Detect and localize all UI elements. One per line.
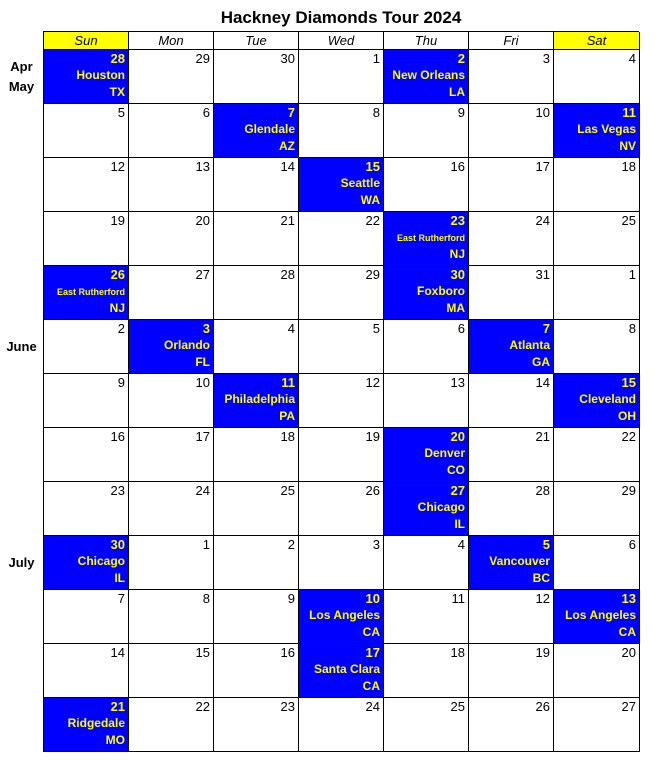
day-number: 13 — [621, 591, 636, 606]
city-name: Foxboro — [417, 284, 465, 298]
calendar-day-cell — [554, 50, 640, 104]
day-header-mon: Mon — [129, 32, 214, 50]
calendar-day-cell — [384, 158, 469, 212]
calendar-day-cell — [44, 158, 129, 212]
day-number: 14 — [280, 159, 295, 174]
month-label-june: June — [6, 339, 37, 354]
calendar-day-cell — [214, 428, 299, 482]
day-number: 11 — [281, 375, 295, 390]
state-code: MA — [446, 301, 465, 315]
day-number: 2 — [287, 537, 295, 552]
day-number: 8 — [202, 591, 210, 606]
calendar-day-cell — [129, 590, 214, 644]
calendar-day-cell — [469, 374, 554, 428]
day-number: 11 — [451, 591, 465, 606]
tour-date-cell — [554, 104, 640, 158]
day-number: 10 — [365, 591, 380, 606]
calendar-day-cell — [44, 320, 129, 374]
calendar-day-cell — [214, 320, 299, 374]
page-title: Hackney Diamonds Tour 2024 — [220, 8, 462, 27]
calendar-day-cell — [44, 590, 129, 644]
calendar-day-cell — [469, 482, 554, 536]
day-number: 26 — [535, 699, 550, 714]
calendar-day-cell — [299, 482, 384, 536]
day-number: 15 — [195, 645, 210, 660]
day-number: 17 — [195, 429, 210, 444]
state-code: CA — [362, 625, 380, 639]
tour-date-cell — [44, 50, 129, 104]
day-number: 14 — [110, 645, 125, 660]
calendar-day-cell — [469, 428, 554, 482]
day-number: 30 — [280, 51, 295, 66]
day-number: 23 — [280, 699, 295, 714]
calendar-day-cell — [554, 536, 640, 590]
calendar-day-cell — [214, 698, 299, 752]
day-number: 12 — [365, 375, 380, 390]
calendar-day-cell — [214, 50, 299, 104]
day-number: 5 — [542, 537, 550, 552]
day-number: 16 — [450, 159, 465, 174]
city-name: Ridgedale — [67, 716, 125, 730]
day-number: 16 — [280, 645, 295, 660]
day-number: 20 — [621, 645, 636, 660]
calendar-day-cell — [384, 698, 469, 752]
day-number: 31 — [535, 267, 550, 282]
calendar-day-cell — [44, 374, 129, 428]
tour-date-cell — [214, 104, 299, 158]
calendar-day-cell — [129, 536, 214, 590]
day-number: 23 — [450, 213, 465, 228]
calendar-day-cell — [469, 266, 554, 320]
month-label-apr: Apr — [10, 59, 33, 74]
state-code: PA — [279, 409, 295, 423]
day-number: 7 — [117, 591, 125, 606]
day-number: 22 — [195, 699, 210, 714]
calendar-day-cell — [129, 644, 214, 698]
day-number: 14 — [535, 375, 550, 390]
day-number: 23 — [110, 483, 125, 498]
day-number: 26 — [110, 267, 125, 282]
day-number: 24 — [365, 699, 380, 714]
day-number: 11 — [622, 105, 636, 120]
day-number: 16 — [110, 429, 125, 444]
calendar-day-cell — [129, 212, 214, 266]
day-number: 21 — [535, 429, 550, 444]
state-code: FL — [195, 355, 210, 369]
calendar-day-cell — [129, 104, 214, 158]
state-code: NJ — [449, 247, 465, 261]
calendar-day-cell — [299, 320, 384, 374]
day-number: 8 — [372, 105, 380, 120]
state-code: BC — [532, 571, 550, 585]
tour-date-cell — [129, 320, 214, 374]
day-number: 2 — [457, 51, 465, 66]
calendar-day-cell — [384, 644, 469, 698]
day-number: 18 — [621, 159, 636, 174]
day-number: 27 — [195, 267, 210, 282]
calendar-day-cell — [299, 266, 384, 320]
city-name: Atlanta — [509, 338, 550, 352]
city-name: Cleveland — [579, 392, 636, 406]
tour-date-cell — [384, 212, 469, 266]
calendar-day-cell — [44, 644, 129, 698]
tour-date-cell — [299, 158, 384, 212]
tour-date-cell — [384, 50, 469, 104]
calendar-day-cell — [44, 428, 129, 482]
day-number: 9 — [457, 105, 465, 120]
month-label-july: July — [8, 555, 35, 570]
calendar-day-cell — [384, 374, 469, 428]
day-header-sat: Sat — [554, 32, 640, 50]
day-number: 10 — [535, 105, 550, 120]
day-number: 30 — [110, 537, 125, 552]
city-name: Denver — [424, 446, 465, 460]
state-code: TX — [109, 85, 125, 99]
day-number: 9 — [117, 375, 125, 390]
day-number: 10 — [195, 375, 210, 390]
day-number: 19 — [365, 429, 380, 444]
tour-date-cell — [44, 536, 129, 590]
calendar-day-cell — [384, 590, 469, 644]
day-number: 3 — [542, 51, 550, 66]
day-number: 7 — [287, 105, 295, 120]
day-number: 6 — [457, 321, 465, 336]
calendar-day-cell — [214, 536, 299, 590]
day-header-sun: Sun — [44, 32, 129, 50]
city-name: East Rutherford — [56, 287, 125, 297]
calendar-day-cell — [384, 104, 469, 158]
calendar-day-cell — [44, 482, 129, 536]
day-number: 20 — [450, 429, 465, 444]
day-number: 27 — [621, 699, 636, 714]
state-code: CA — [362, 679, 380, 693]
calendar-day-cell — [129, 158, 214, 212]
calendar-day-cell — [214, 644, 299, 698]
tour-date-cell — [554, 374, 640, 428]
calendar-day-cell — [129, 482, 214, 536]
day-number: 28 — [280, 267, 295, 282]
day-header-wed: Wed — [299, 32, 384, 50]
day-number: 13 — [195, 159, 210, 174]
calendar-day-cell — [214, 158, 299, 212]
day-number: 25 — [280, 483, 295, 498]
day-number: 12 — [110, 159, 125, 174]
calendar-day-cell — [469, 644, 554, 698]
city-name: Houston — [76, 68, 125, 82]
city-name: East Rutherford — [396, 233, 465, 243]
day-number: 15 — [621, 375, 636, 390]
calendar-day-cell — [469, 50, 554, 104]
calendar-day-cell — [554, 698, 640, 752]
day-number: 28 — [110, 51, 125, 66]
calendar-day-cell — [469, 212, 554, 266]
day-number: 7 — [542, 321, 550, 336]
day-number: 29 — [365, 267, 380, 282]
state-code: AZ — [279, 139, 295, 153]
state-code: IL — [454, 517, 465, 531]
calendar-day-cell — [469, 104, 554, 158]
calendar-day-cell — [129, 428, 214, 482]
calendar-day-cell — [44, 212, 129, 266]
calendar-day-cell — [469, 698, 554, 752]
month-label-may: May — [8, 79, 35, 94]
calendar-day-cell — [554, 428, 640, 482]
tour-date-cell — [299, 644, 384, 698]
calendar-day-cell — [554, 320, 640, 374]
tour-date-cell — [384, 482, 469, 536]
calendar-day-cell — [214, 266, 299, 320]
calendar-day-cell — [384, 536, 469, 590]
calendar-day-cell — [554, 482, 640, 536]
day-number: 25 — [450, 699, 465, 714]
day-header-tue: Tue — [214, 32, 299, 50]
tour-date-cell — [299, 590, 384, 644]
day-number: 19 — [110, 213, 125, 228]
calendar-day-cell — [299, 104, 384, 158]
state-code: NV — [619, 139, 636, 153]
day-number: 21 — [110, 699, 125, 714]
calendar-day-cell — [469, 158, 554, 212]
tour-date-cell — [469, 536, 554, 590]
day-number: 6 — [628, 537, 636, 552]
calendar-day-cell — [129, 50, 214, 104]
day-number: 1 — [202, 537, 210, 552]
day-header-thu: Thu — [384, 32, 469, 50]
day-number: 29 — [621, 483, 636, 498]
day-number: 12 — [535, 591, 550, 606]
calendar-day-cell — [214, 482, 299, 536]
tour-date-cell — [44, 266, 129, 320]
city-name: Vancouver — [489, 554, 550, 568]
calendar-day-cell — [299, 536, 384, 590]
city-name: Santa Clara — [313, 662, 380, 676]
day-number: 4 — [628, 51, 636, 66]
day-number: 13 — [450, 375, 465, 390]
calendar-day-cell — [469, 590, 554, 644]
day-number: 28 — [535, 483, 550, 498]
tour-date-cell — [469, 320, 554, 374]
day-number: 3 — [202, 321, 210, 336]
calendar-day-cell — [129, 374, 214, 428]
state-code: NJ — [109, 301, 125, 315]
state-code: CA — [618, 625, 636, 639]
tour-date-cell — [44, 698, 129, 752]
day-number: 3 — [372, 537, 380, 552]
day-number: 30 — [450, 267, 465, 282]
calendar-day-cell — [299, 50, 384, 104]
calendar-day-cell — [554, 212, 640, 266]
calendar-grid — [43, 31, 639, 752]
day-number: 9 — [287, 591, 295, 606]
day-number: 24 — [535, 213, 550, 228]
day-number: 25 — [621, 213, 636, 228]
state-code: CO — [447, 463, 465, 477]
state-code: LA — [449, 85, 465, 99]
day-number: 4 — [287, 321, 295, 336]
day-number: 20 — [195, 213, 210, 228]
day-number: 4 — [457, 537, 465, 552]
calendar-day-cell — [554, 266, 640, 320]
city-name: Glendale — [244, 122, 295, 136]
city-name: Philadelphia — [224, 392, 295, 406]
city-name: Los Angeles — [565, 608, 636, 622]
day-number: 5 — [117, 105, 125, 120]
city-name: Seattle — [340, 176, 380, 190]
day-number: 27 — [450, 483, 465, 498]
city-name: Chicago — [77, 554, 125, 568]
calendar-day-cell — [214, 212, 299, 266]
day-number: 24 — [195, 483, 210, 498]
day-number: 5 — [372, 321, 380, 336]
day-number: 21 — [280, 213, 295, 228]
tour-date-cell — [214, 374, 299, 428]
calendar-day-cell — [129, 698, 214, 752]
city-name: Las Vegas — [577, 122, 636, 136]
calendar-day-cell — [554, 158, 640, 212]
calendar-day-cell — [554, 644, 640, 698]
state-code: WA — [360, 193, 380, 207]
tour-date-cell — [384, 428, 469, 482]
day-number: 19 — [535, 645, 550, 660]
day-number: 22 — [365, 213, 380, 228]
day-number: 29 — [195, 51, 210, 66]
day-number: 2 — [117, 321, 125, 336]
day-number: 26 — [365, 483, 380, 498]
city-name: New Orleans — [392, 68, 465, 82]
day-number: 8 — [628, 321, 636, 336]
calendar-day-cell — [299, 698, 384, 752]
calendar-day-cell — [129, 266, 214, 320]
state-code: MO — [105, 733, 125, 747]
day-number: 1 — [628, 267, 636, 282]
state-code: GA — [532, 355, 550, 369]
day-number: 18 — [450, 645, 465, 660]
calendar-day-cell — [384, 320, 469, 374]
calendar-day-cell — [214, 590, 299, 644]
day-header-fri: Fri — [469, 32, 554, 50]
city-name: Chicago — [417, 500, 465, 514]
tour-date-cell — [384, 266, 469, 320]
calendar-day-cell — [299, 212, 384, 266]
day-number: 17 — [365, 645, 380, 660]
city-name: Orlando — [163, 338, 210, 352]
day-number: 18 — [280, 429, 295, 444]
day-number: 17 — [535, 159, 550, 174]
state-code: OH — [618, 409, 636, 423]
tour-date-cell — [554, 590, 640, 644]
day-number: 6 — [202, 105, 210, 120]
day-number: 22 — [621, 429, 636, 444]
state-code: IL — [114, 571, 125, 585]
city-name: Los Angeles — [309, 608, 380, 622]
day-number: 15 — [365, 159, 380, 174]
calendar-day-cell — [44, 104, 129, 158]
calendar-day-cell — [299, 374, 384, 428]
day-number: 1 — [372, 51, 380, 66]
calendar-day-cell — [299, 428, 384, 482]
